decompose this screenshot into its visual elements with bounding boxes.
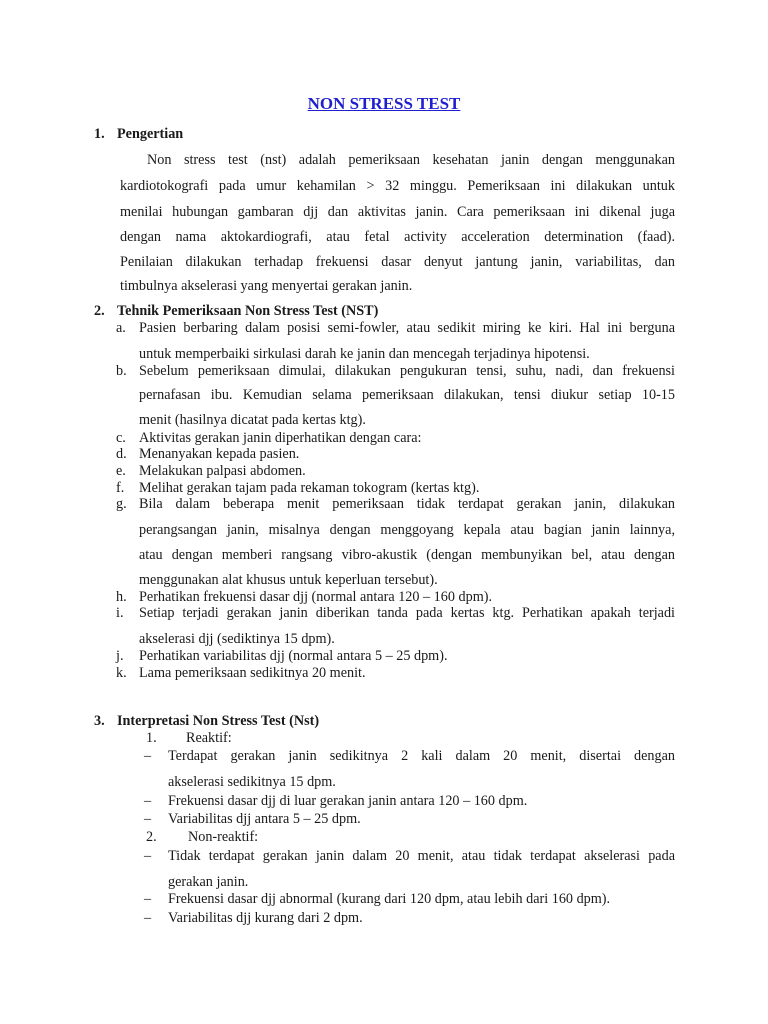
section-3-number: 3. xyxy=(94,713,105,729)
list-item-line: atau dengan memberi rangsang vibro-akustik (dengan membunyikan bel, atau dengan xyxy=(139,547,675,563)
subsection-label: Non-reaktif: xyxy=(188,829,259,845)
section-1-line: timbulnya akselerasi yang menyertai gerakan janin. xyxy=(120,278,413,294)
section-1-number: 1. xyxy=(94,126,105,142)
section-1-heading: Pengertian xyxy=(117,126,184,142)
list-marker: k. xyxy=(116,665,127,681)
list-item-line: Pasien berbaring dalam posisi semi-fowler, atau sedikit miring ke kiri. Hal ini berguna xyxy=(139,320,675,336)
section-1-line: dengan nama aktokardiografi, atau fetal activity acceleration determination (faad). xyxy=(120,229,675,245)
dash-bullet: – xyxy=(144,848,152,864)
list-item-line: Melihat gerakan tajam pada rekaman tokogram (kertas ktg). xyxy=(139,480,480,496)
list-marker: i. xyxy=(116,605,124,621)
section-2-number: 2. xyxy=(94,303,105,319)
bullet-item-line: Variabilitas djj antara 5 – 25 dpm. xyxy=(168,811,361,827)
list-marker: d. xyxy=(116,446,127,462)
section-1-line: kardiotokografi pada umur kehamilan > 32 minggu. Pemeriksaan ini dilakukan untuk xyxy=(120,178,675,194)
list-item-line: pernafasan ibu. Kemudian selama pemeriksaan dilakukan, tensi diukur setiap 10-15 xyxy=(139,387,675,403)
bullet-item-line: Variabilitas djj kurang dari 2 dpm. xyxy=(168,910,363,926)
list-item-line: Menanyakan kepada pasien. xyxy=(139,446,300,462)
list-marker: b. xyxy=(116,363,127,379)
bullet-item-line: Frekuensi dasar djj abnormal (kurang dari 120 dpm, atau lebih dari 160 dpm). xyxy=(168,891,611,907)
subsection-number: 2. xyxy=(146,829,157,845)
dash-bullet: – xyxy=(144,793,152,809)
subsection-number: 1. xyxy=(146,730,157,746)
list-item-line: Setiap terjadi gerakan janin diberikan tanda pada kertas ktg. Perhatikan apakah terjadi xyxy=(139,605,675,621)
bullet-item-line: Frekuensi dasar djj di luar gerakan janin antara 120 – 160 dpm. xyxy=(168,793,528,809)
section-1-line: menilai hubungan gambaran djj dan aktivitas janin. Cara pemeriksaan ini dikenal juga xyxy=(120,204,675,220)
section-1-line: Non stress test (nst) adalah pemeriksaan kesehatan janin dengan menggunakan xyxy=(147,152,675,168)
list-marker: h. xyxy=(116,589,127,605)
list-item-line: Perhatikan frekuensi dasar djj (normal antara 120 – 160 dpm). xyxy=(139,589,493,605)
section-2-heading: Tehnik Pemeriksaan Non Stress Test (NST) xyxy=(117,303,379,319)
list-marker: c. xyxy=(116,430,126,446)
list-marker: g. xyxy=(116,496,127,512)
bullet-item-line: Terdapat gerakan janin sedikitnya 2 kali dalam 20 menit, disertai dengan xyxy=(168,748,675,764)
list-item-line: untuk memperbaiki sirkulasi darah ke janin dan mencegah terjadinya hipotensi. xyxy=(139,346,590,362)
bullet-item-line: akselerasi sedikitnya 15 dpm. xyxy=(168,774,336,790)
list-item-line: menit (hasilnya dicatat pada kertas ktg). xyxy=(139,412,366,428)
list-marker: a. xyxy=(116,320,126,336)
list-marker: j. xyxy=(116,648,124,664)
dash-bullet: – xyxy=(144,748,152,764)
list-marker: f. xyxy=(116,480,125,496)
list-item-line: Lama pemeriksaan sedikitnya 20 menit. xyxy=(139,665,366,681)
bullet-item-line: gerakan janin. xyxy=(168,874,249,890)
list-item-line: Aktivitas gerakan janin diperhatikan dengan cara: xyxy=(139,430,422,446)
list-item-line: Bila dalam beberapa menit pemeriksaan tidak terdapat gerakan janin, dilakukan xyxy=(139,496,675,512)
section-1-line: Penilaian dilakukan terhadap frekuensi dasar denyut jantung janin, variabilitas, dan xyxy=(120,254,675,270)
list-item-line: Melakukan palpasi abdomen. xyxy=(139,463,306,479)
list-item-line: Sebelum pemeriksaan dimulai, dilakukan pengukuran tensi, suhu, nadi, dan frekuensi xyxy=(139,363,675,379)
section-3-heading: Interpretasi Non Stress Test (Nst) xyxy=(117,713,320,729)
list-item-line: akselerasi djj (sediktinya 15 dpm). xyxy=(139,631,335,647)
list-item-line: perangsangan janin, misalnya dengan menggoyang kepala atau bagian janin lainnya, xyxy=(139,522,675,538)
document-title: NON STRESS TEST xyxy=(307,94,461,113)
bullet-item-line: Tidak terdapat gerakan janin dalam 20 menit, atau tidak terdapat akselerasi pada xyxy=(168,848,675,864)
list-item-line: Perhatikan variabilitas djj (normal antara 5 – 25 dpm). xyxy=(139,648,448,664)
dash-bullet: – xyxy=(144,910,152,926)
dash-bullet: – xyxy=(144,811,152,827)
list-item-line: menggunakan alat khusus untuk keperluan tersebut). xyxy=(139,572,438,588)
list-marker: e. xyxy=(116,463,126,479)
dash-bullet: – xyxy=(144,891,152,907)
subsection-label: Reaktif: xyxy=(186,730,232,746)
